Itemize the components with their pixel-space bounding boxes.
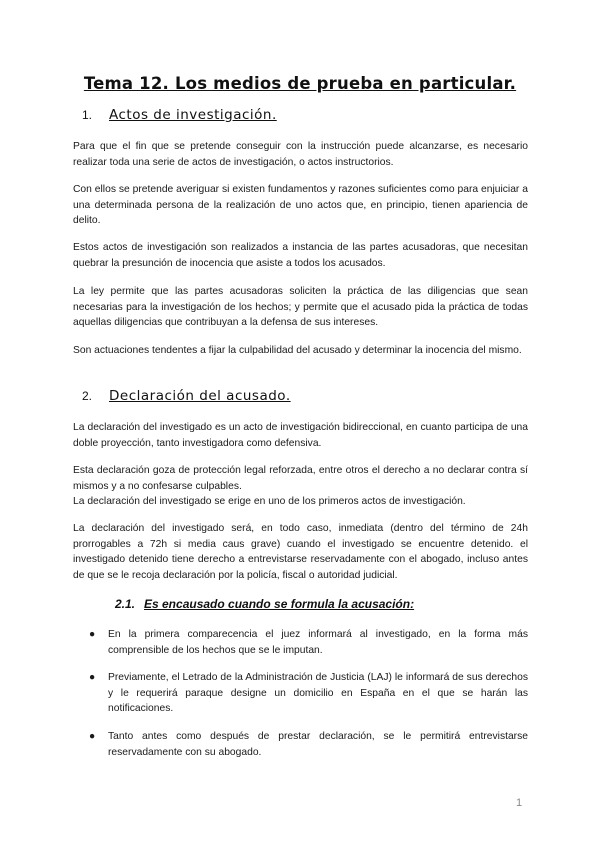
paragraph: La declaración del investigado será, en todo caso, inmediata (dentro del término de 24h prorrogables a 72h si media caus grave) cuando el investigado se encuentre detenido. el investigado detenido tiene derecho a entrevistarse reservadamente con el abogado, incluso antes de que se le recoja declaración por la policía, fiscal o autoridad judicial. [73,523,528,581]
section-1-heading [82,107,277,123]
section-number: 2. [82,389,93,403]
subsection-title: Es encausado cuando se formula la acusación: [144,597,415,611]
list-item: Tanto antes como después de prestar declaración, se le permitirá entrevistarse reservadamente con su abogado. [108,731,528,758]
section-2-heading [82,388,291,404]
paragraph: Con ellos se pretende averiguar si existen fundamentos y razones suficientes como para enjuiciar a una determinada persona de la realización de uno actos que, en principio, tienen apariencia de delito. [73,184,528,227]
paragraph: Esta declaración goza de protección legal reforzada, entre otros el derecho a no declarar contra sí mismos y a no confesarse culpables. [73,465,528,492]
section-title: Actos de investigación. [109,107,277,123]
section-title: Declaración del acusado. [109,388,291,404]
paragraph: Estos actos de investigación son realizados a instancia de las partes acusadoras, que necesitan quebrar la presunción de inocencia que asiste a todos los acusados. [73,242,528,269]
paragraph: La ley permite que las partes acusadoras soliciten la práctica de las diligencias que sean necesarias para la investigación de los hechos; y permite que el acusado pida la práctica de todas aquellas diligencias que contribuyan a la defensa de sus intereses. [73,286,528,329]
paragraph: Para que el fin que se pretende conseguir con la instrucción puede alcanzarse, es necesario realizar toda una serie de actos de investigación, o actos instructorios. [73,141,528,168]
subsection-2-1-heading [115,597,414,611]
bullet-icon: ● [89,672,96,683]
bullet-icon: ● [89,731,96,742]
subsection-number: 2.1. [115,597,136,611]
paragraph: La declaración del investigado es un acto de investigación bidireccional, en cuanto participa de una doble proyección, tanto investigadora como defensiva. [73,422,528,449]
paragraph: Son actuaciones tendentes a fijar la culpabilidad del acusado y determinar la inocencia del mismo. [73,345,522,356]
page-title: Tema 12. Los medios de prueba en particular. [83,74,517,93]
section-number: 1. [82,108,93,122]
bullet-icon: ● [89,629,96,640]
list-item: En la primera comparecencia el juez informará al investigado, en la forma más comprensible de los hechos que se le imputan. [108,629,528,656]
list-item: Previamente, el Letrado de la Administración de Justicia (LAJ) le informará de sus derechos y le requerirá paraque designe un domicilio en España en el que se harán las notificaciones. [108,672,528,715]
paragraph: La declaración del investigado se erige en uno de los primeros actos de investigación. [73,496,466,507]
page-number: 1 [516,797,523,809]
